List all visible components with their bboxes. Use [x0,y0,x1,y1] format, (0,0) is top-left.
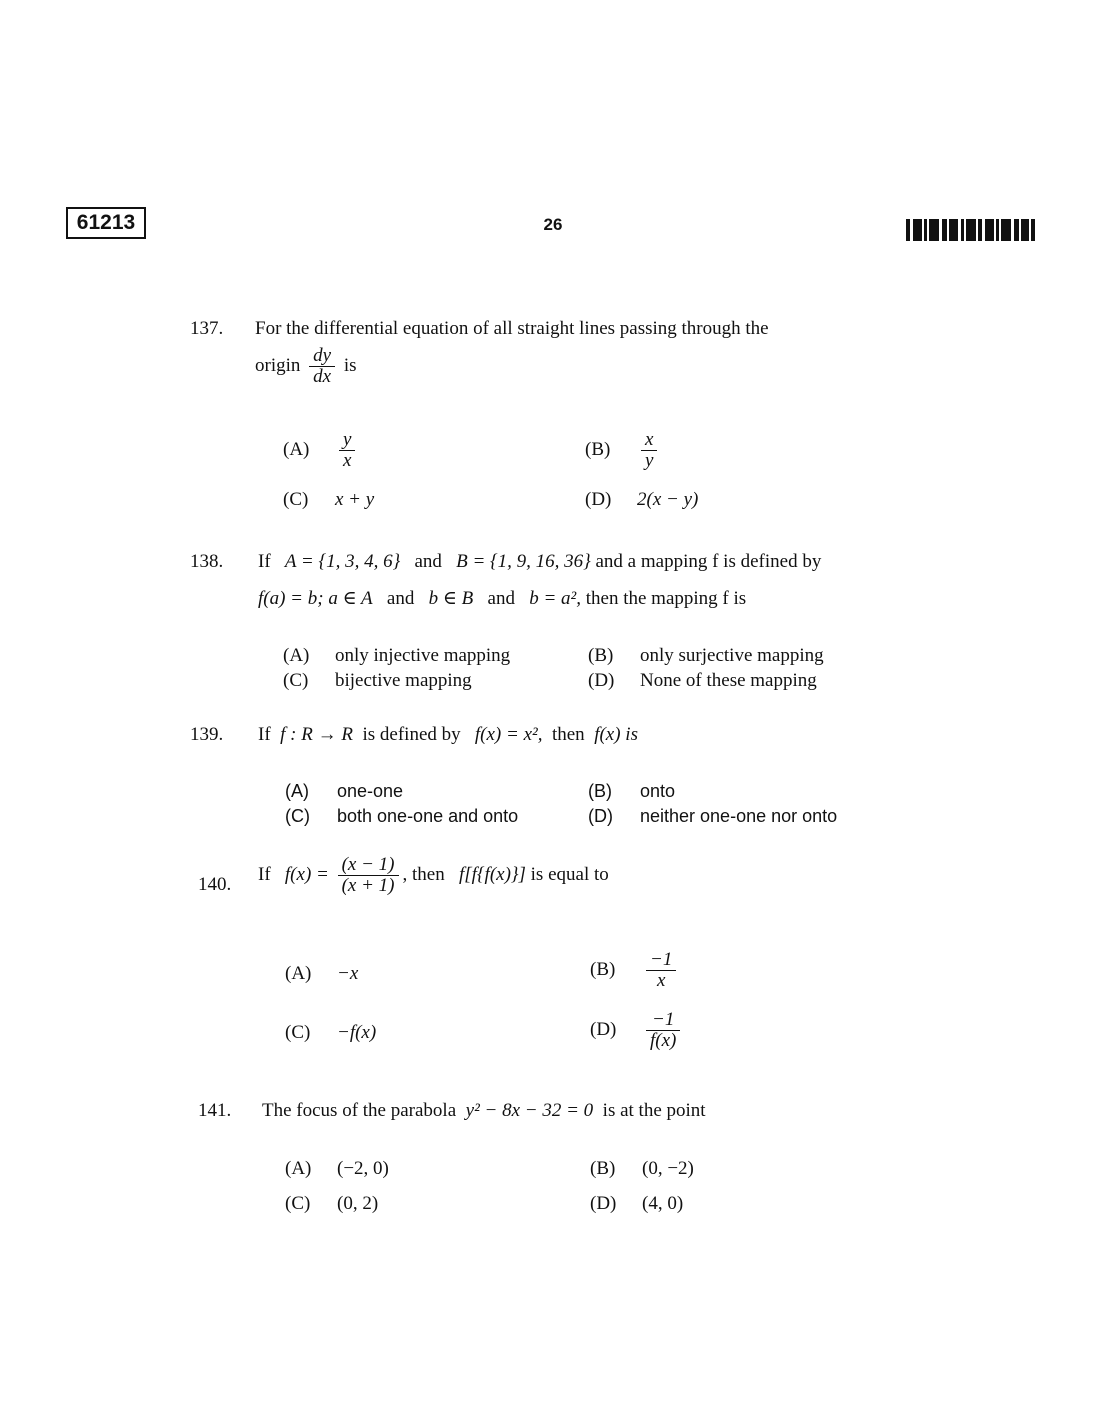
option-c: (C) −f(x) [285,1022,377,1043]
option-a: (A) one-one [285,781,404,801]
question-number: 141. [198,1100,232,1121]
question-number: 138. [190,551,224,572]
paper-code: 61213 [66,207,146,239]
question-text: If f : R → R is defined by f(x) = x², then f(x) is [258,724,638,745]
option-d: (D) neither one-one nor onto [588,806,838,826]
option-b: (B) (0, −2) [590,1158,694,1179]
question-number: 137. [190,318,224,339]
option-a: (A) −x [285,963,359,984]
option-c: (C) (0, 2) [285,1193,379,1214]
barcode [906,219,1040,241]
option-b: (B) onto [588,781,676,801]
option-c: (C) x + y [283,489,375,510]
option-b: (B) only surjective mapping [588,645,824,666]
question-text-line2: f(a) = b; a ∈ A and b ∈ B and b = a², then the mapping f is [258,588,747,609]
option-d: (D) (4, 0) [590,1193,684,1214]
question-number: 139. [190,724,224,745]
option-d: (D) None of these mapping [588,670,817,691]
question-text: If f(x) = $\frac{(x - 1)}{(x + 1)}$ , then f[f{f(x)}] is equal to [258,854,609,896]
question-text: The focus of the parabola y² − 8x − 32 = 0 is at the point [262,1100,706,1121]
question-text: For the differential equation of all straight lines passing through the [255,318,769,339]
option-d: (D) $\frac{-1}{f(x)}$ [590,1010,684,1051]
option-d: (D) 2(x − y) [585,489,699,510]
question-number: 140. [198,874,232,895]
option-b: (B) $\frac{-1}{x}$ [590,950,680,991]
question-text: If A = {1, 3, 4, 6} and B = {1, 9, 16, 36} and a mapping f is defined by [258,551,822,572]
question-text-line2: origin $\frac{dy}{dx}$ is [255,345,357,387]
page-number: 26 [543,215,563,234]
option-a: (A) only injective mapping [283,645,511,666]
option-a: (A) (−2, 0) [285,1158,389,1179]
option-b: (B) $\frac{x}{y}$ [585,430,661,471]
option-c: (C) both one-one and onto [285,806,519,826]
option-a: (A) $\frac{y}{x}$ [283,430,359,471]
option-c: (C) bijective mapping [283,670,472,691]
